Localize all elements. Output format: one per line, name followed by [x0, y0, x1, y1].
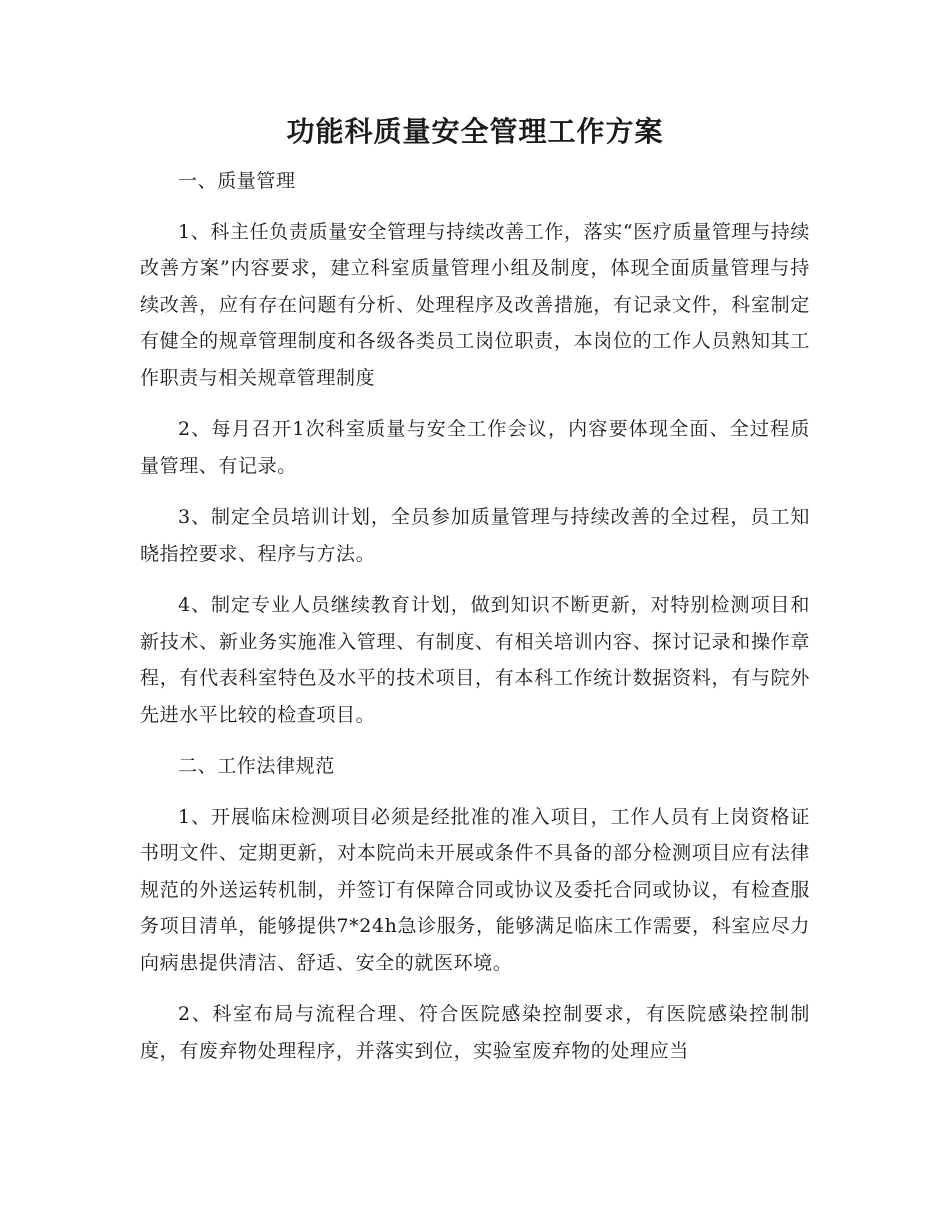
section-heading-quality-management: 一、质量管理 — [178, 170, 296, 192]
paragraph-1-4: 4、制定专业人员继续教育计划，做到知识不断更新，对特别检测项目和新技术、新业务实施准入管理、有制度、有相关培训内容、探讨记录和操作章程，有代表科室特色及水平的技术项目，有本科工作统计数据资料，有与院外先进水平比较的检查项目。 — [140, 594, 810, 726]
paragraph-2-2: 2、科室布局与流程合理、符合医院感染控制要求，有医院感染控制制度，有废弃物处理程序，并落实到位，实验室废弃物的处理应当 — [140, 1003, 810, 1062]
document-title: 功能科质量安全管理工作方案 — [286, 115, 664, 148]
section-heading-legal-norms: 二、工作法律规范 — [178, 755, 335, 777]
paragraph-1-1: 1、科主任负责质量安全管理与持续改善工作，落实“医疗质量管理与持续改善方案”内容要求，建立科室质量管理小组及制度，体现全面质量管理与持续改善，应有存在问题有分析、处理程序及改善措施，有记录文件，科室制定有健全的规章管理制度和各级各类员工岗位职责，本岗位的工作人员熟知其工作职责与相关规章管理制度 — [140, 220, 810, 389]
paragraph-1-3: 3、制定全员培训计划，全员参加质量管理与持续改善的全过程，员工知晓指控要求、程序与方法。 — [140, 506, 810, 565]
paragraph-2-1: 1、开展临床检测项目必须是经批准的准入项目，工作人员有上岗资格证书明文件、定期更新，对本院尚未开展或条件不具备的部分检测项目应有法律规范的外送运转机制，并签订有保障合同或协议及委托合同或协议，有检查服务项目清单，能够提供7*24h急诊服务，能够满足临床工作需要，科室应尽力向病患提供清洁、舒适、安全的就医环境。 — [140, 805, 810, 974]
document-body — [140, 162, 810, 1069]
paragraph-1-2: 2、每月召开1次科室质量与安全工作会议，内容要体现全面、全过程质量管理、有记录。 — [140, 418, 810, 477]
